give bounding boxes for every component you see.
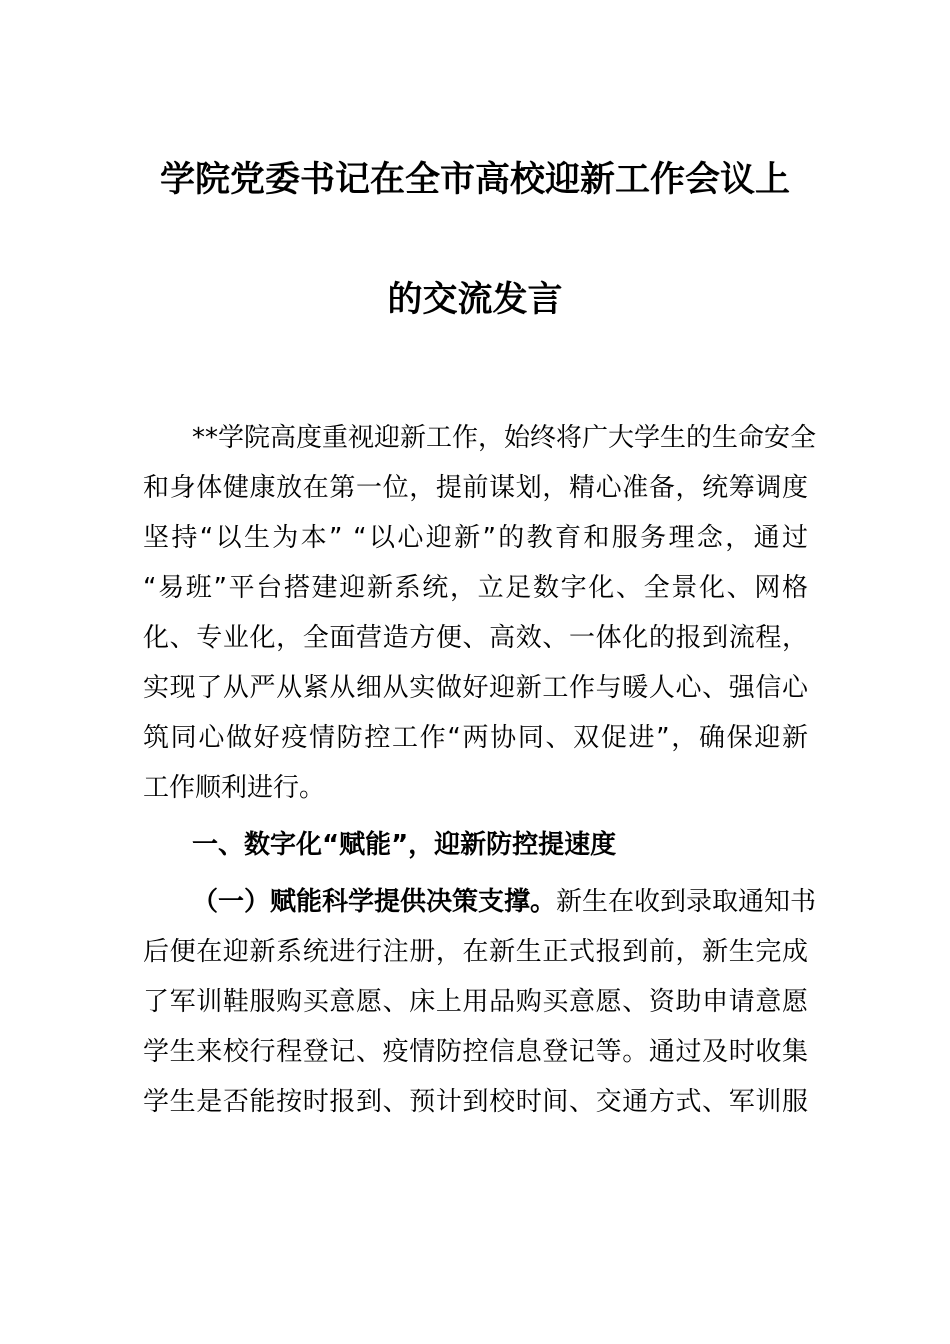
intro-line-6: 实现了从严从紧从细从实做好迎新工作与暖人心、强信心: [143, 673, 808, 703]
subsection-line-2: 后便在迎新系统进行注册，在新生正式报到前，新生完成: [143, 937, 808, 967]
intro-line-7: 筑同心做好疫情防控工作“两协同、双促进”，确保迎新: [143, 723, 808, 753]
document-title-line-2: 的交流发言: [387, 280, 563, 320]
subsection-line-1: [143, 882, 817, 932]
subsection-line-5: 学生是否能按时报到、预计到校时间、交通方式、军训服: [143, 1087, 808, 1117]
intro-line-8: 工作顺利进行。: [143, 773, 326, 803]
intro-line-3: 坚持“以生为本” “以心迎新”的教育和服务理念，通过: [143, 523, 808, 553]
subsection-line-4: 学生来校行程登记、疫情防控信息登记等。通过及时收集: [143, 1037, 808, 1067]
subsection-heading: （一）赋能科学提供决策支撑。: [192, 887, 557, 917]
subsection-line-3: 了军训鞋服购买意愿、床上用品购买意愿、资助申请意愿: [143, 987, 808, 1017]
intro-line-4: “易班”平台搭建迎新系统，立足数字化、全景化、网格: [143, 573, 808, 603]
intro-line-2: 和身体健康放在第一位，提前谋划，精心准备，统筹调度: [143, 473, 808, 503]
section-heading: 一、数字化“赋能”，迎新防控提速度: [192, 830, 617, 860]
intro-line-5: 化、专业化，全面营造方便、高效、一体化的报到流程，: [143, 623, 808, 653]
subsection-lead-text: 新生在收到录取通知书: [556, 887, 817, 917]
intro-line-1: **学院高度重视迎新工作，始终将广大学生的生命安全: [192, 423, 817, 453]
document-title-line-1: 学院党委书记在全市高校迎新工作会议上: [159, 160, 790, 200]
